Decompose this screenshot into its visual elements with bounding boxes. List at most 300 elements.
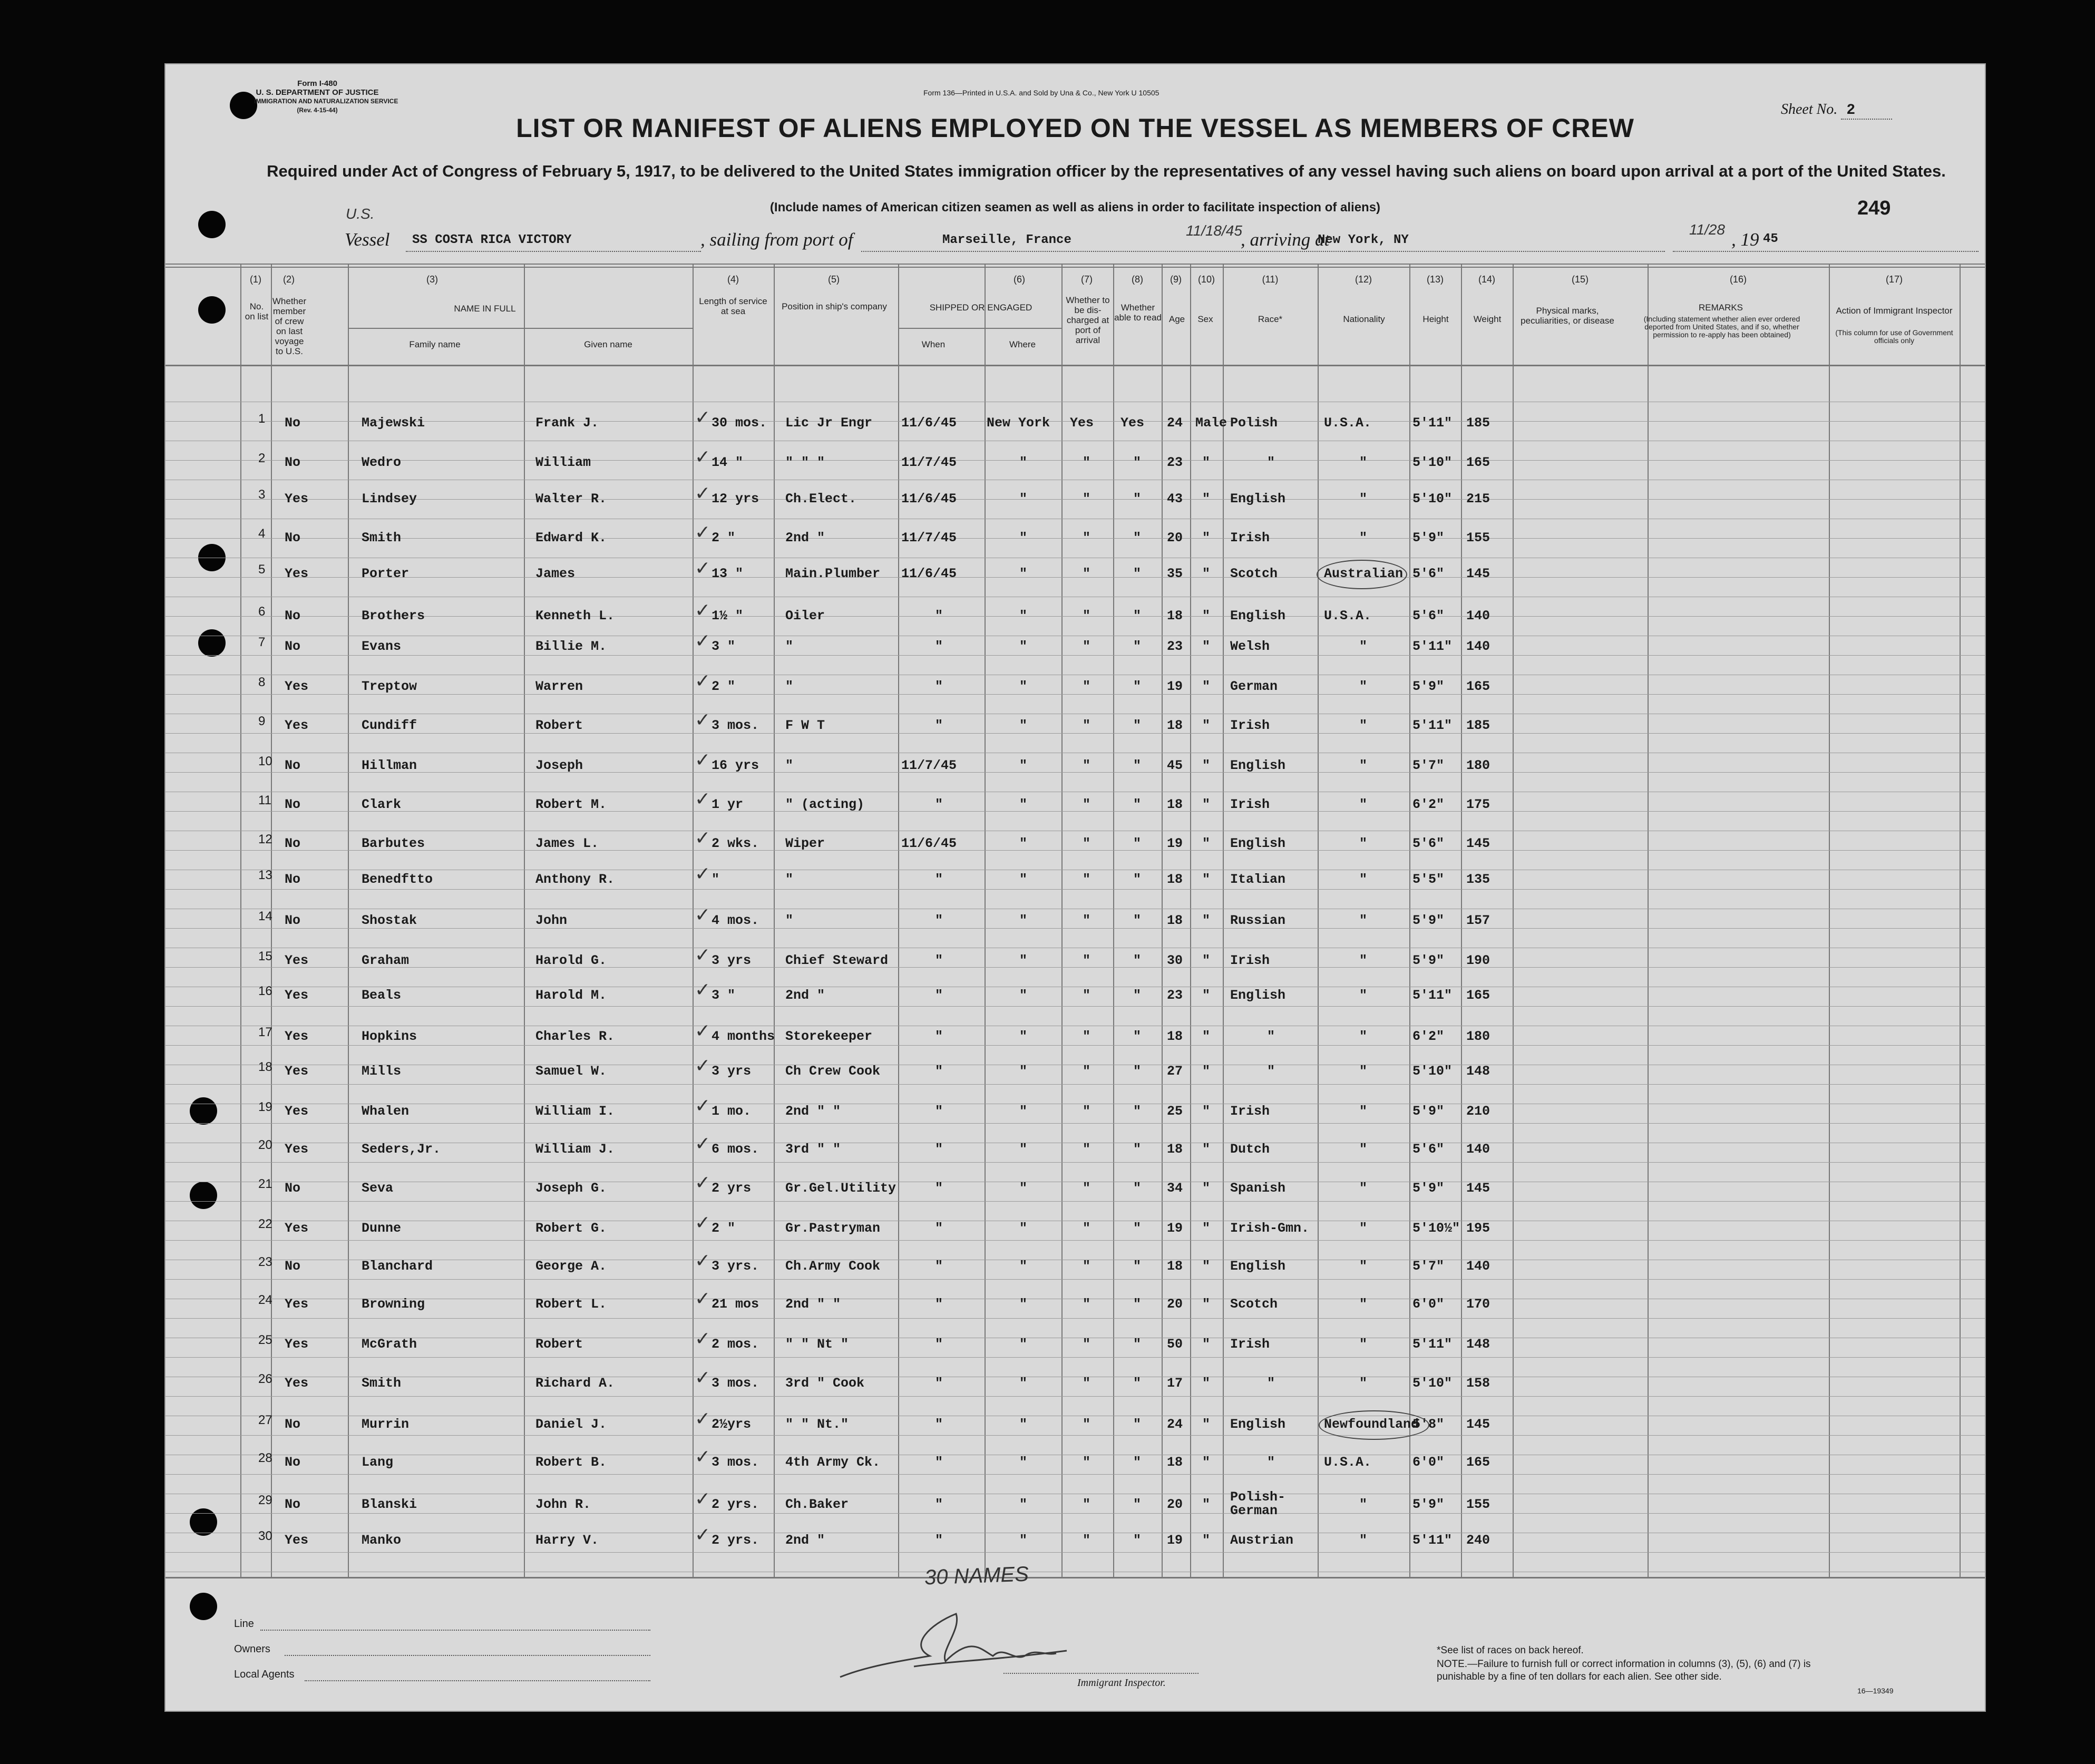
discharged-cell: " xyxy=(1083,608,1091,623)
crew-member-cell: No xyxy=(285,530,301,545)
weight-cell: 175 xyxy=(1466,797,1490,812)
family-name-cell: Majewski xyxy=(362,415,425,431)
shipped-when-cell: " xyxy=(935,608,943,623)
ruled-line xyxy=(165,499,1985,500)
list-number: 30 xyxy=(258,1529,272,1543)
height-cell: 5'6" xyxy=(1412,566,1445,581)
column-number: (7) xyxy=(1081,274,1093,285)
sex-cell: " xyxy=(1202,1417,1211,1432)
ruled-line xyxy=(165,733,1985,734)
nationality-cell: " xyxy=(1359,1259,1368,1274)
family-name-cell: Lindsey xyxy=(362,491,417,506)
sex-cell: " xyxy=(1202,455,1211,470)
crew-member-cell: Yes xyxy=(285,1104,309,1119)
age-cell: 18 xyxy=(1167,1142,1183,1157)
crew-member-cell: No xyxy=(285,608,301,623)
race-cell: " xyxy=(1267,1064,1275,1079)
weight-cell: 165 xyxy=(1466,455,1490,470)
height-cell: 5'5" xyxy=(1412,872,1445,887)
column-number: (1) xyxy=(250,274,261,285)
crew-member-cell: Yes xyxy=(285,1337,309,1352)
crew-member-cell: Yes xyxy=(285,1064,309,1079)
nationality-cell: " xyxy=(1359,988,1368,1003)
shipped-when-cell: " xyxy=(935,1142,943,1157)
table-rule xyxy=(165,267,1985,268)
height-cell: 5'6" xyxy=(1412,836,1445,851)
check-mark-icon: ✓ xyxy=(695,1288,711,1310)
given-name-cell: Walter R. xyxy=(535,491,607,506)
check-mark-icon: ✓ xyxy=(695,483,711,504)
able-to-read-cell: " xyxy=(1133,1142,1142,1157)
family-name-cell: Browning xyxy=(362,1297,425,1312)
race-cell: Russian xyxy=(1230,913,1286,928)
list-number: 29 xyxy=(258,1493,272,1507)
position-cell: " (acting) xyxy=(785,797,865,812)
given-name-cell: Harry V. xyxy=(535,1533,599,1548)
sex-cell: " xyxy=(1202,797,1211,812)
race-cell: Irish xyxy=(1230,797,1270,812)
age-cell: 23 xyxy=(1167,639,1183,654)
shipped-where-cell: " xyxy=(1019,1259,1028,1274)
service-length-cell: 2 " xyxy=(712,530,736,545)
family-name-cell: Blanchard xyxy=(362,1259,433,1274)
given-name-cell: Charles R. xyxy=(535,1029,615,1044)
service-length-cell: 16 yrs xyxy=(712,758,759,773)
weight-cell: 145 xyxy=(1466,1181,1490,1196)
nationality-cell: " xyxy=(1359,1029,1368,1044)
weight-cell: 135 xyxy=(1466,872,1490,887)
column-number: (9) xyxy=(1170,274,1182,285)
revision-date: (Rev. 4-15-44) xyxy=(297,106,338,114)
shipped-when-cell: 11/6/45 xyxy=(901,415,957,431)
race-cell: Spanish xyxy=(1230,1181,1286,1196)
age-cell: 34 xyxy=(1167,1181,1183,1196)
able-to-read-cell: " xyxy=(1133,718,1142,733)
weight-cell: 195 xyxy=(1466,1221,1490,1236)
header-height: Height xyxy=(1422,314,1449,324)
nationality-cell: " xyxy=(1359,679,1368,694)
given-name-cell: Edward K. xyxy=(535,530,607,545)
position-cell: Wiper xyxy=(785,836,825,851)
sex-cell: " xyxy=(1202,1497,1211,1512)
race-cell: " xyxy=(1267,1376,1275,1391)
position-cell: " " " xyxy=(785,455,825,470)
shipped-when-cell: 11/6/45 xyxy=(901,491,957,506)
age-cell: 24 xyxy=(1167,1417,1183,1432)
weight-cell: 180 xyxy=(1466,758,1490,773)
service-length-cell: 1 mo. xyxy=(712,1104,752,1119)
discharged-cell: " xyxy=(1083,758,1091,773)
family-name-cell: Shostak xyxy=(362,913,417,928)
service-length-cell: 2 yrs. xyxy=(712,1497,759,1512)
service-length-cell: 14 " xyxy=(712,455,744,470)
able-to-read-cell: " xyxy=(1133,1181,1142,1196)
sex-cell: " xyxy=(1202,1337,1211,1352)
shipped-where-cell: " xyxy=(1019,530,1028,545)
race-cell: Polish-German xyxy=(1230,1489,1286,1518)
able-to-read-cell: " xyxy=(1133,836,1142,851)
nationality-cell: " xyxy=(1359,639,1368,654)
given-name-cell: Kenneth L. xyxy=(535,608,615,623)
sex-cell: " xyxy=(1202,1181,1211,1196)
family-name-cell: Wedro xyxy=(362,455,402,470)
position-cell: 2nd " xyxy=(785,1533,825,1548)
service-length-cell: 2 wks. xyxy=(712,836,759,851)
discharged-cell: " xyxy=(1083,1221,1091,1236)
age-cell: 18 xyxy=(1167,797,1183,812)
race-cell: Irish xyxy=(1230,530,1270,545)
age-cell: 20 xyxy=(1167,530,1183,545)
race-cell: German xyxy=(1230,679,1278,694)
family-name-cell: Clark xyxy=(362,797,402,812)
discharged-cell: " xyxy=(1083,679,1091,694)
height-cell: 6'2" xyxy=(1412,1029,1445,1044)
nationality-cell: U.S.A. xyxy=(1324,415,1372,431)
age-cell: 23 xyxy=(1167,988,1183,1003)
sex-cell: " xyxy=(1202,639,1211,654)
given-name-cell: Warren xyxy=(535,679,583,694)
sailing-date-handwritten: 11/18/45 xyxy=(1186,222,1242,239)
stamped-number: 249 xyxy=(1857,197,1891,219)
arriving-label: , arriving at xyxy=(1241,229,1330,250)
service-length-cell: 3 " xyxy=(712,639,736,654)
race-cell: English xyxy=(1230,491,1286,506)
age-cell: 19 xyxy=(1167,679,1183,694)
height-cell: 5'11" xyxy=(1412,718,1453,733)
family-name-cell: McGrath xyxy=(362,1337,417,1352)
sex-cell: Male xyxy=(1195,415,1227,431)
race-cell: " xyxy=(1267,455,1275,470)
crew-member-cell: Yes xyxy=(285,953,309,968)
race-cell: Italian xyxy=(1230,872,1286,887)
shipped-where-cell: " xyxy=(1019,491,1028,506)
family-name-cell: Blanski xyxy=(362,1497,417,1512)
column-number: (2) xyxy=(283,274,295,285)
race-cell: " xyxy=(1267,1029,1275,1044)
nationality-cell: " xyxy=(1359,1337,1368,1352)
list-number: 12 xyxy=(258,832,272,846)
shipped-when-cell: " xyxy=(935,1376,943,1391)
race-cell: English xyxy=(1230,836,1286,851)
age-cell: 19 xyxy=(1167,836,1183,851)
shipped-where-cell: " xyxy=(1019,872,1028,887)
ruled-line xyxy=(165,772,1985,773)
crew-member-cell: No xyxy=(285,872,301,887)
shipped-when-cell: " xyxy=(935,1417,943,1432)
shipped-when-cell: " xyxy=(935,953,943,968)
family-name-cell: Treptow xyxy=(362,679,417,694)
family-name-cell: Evans xyxy=(362,639,402,654)
service-length-cell: 3 " xyxy=(712,988,736,1003)
service-length-cell: 2 yrs xyxy=(712,1181,752,1196)
age-cell: 20 xyxy=(1167,1297,1183,1312)
nationality-cell: " xyxy=(1359,1181,1368,1196)
ruled-line xyxy=(165,538,1985,539)
discharged-cell: " xyxy=(1083,1104,1091,1119)
weight-cell: 155 xyxy=(1466,1497,1490,1512)
service-length-cell: 2½yrs xyxy=(712,1417,752,1432)
check-mark-icon: ✓ xyxy=(695,863,711,885)
service-length-cell: 2 yrs. xyxy=(712,1533,759,1548)
service-length-cell: 30 mos. xyxy=(712,415,767,431)
ruled-line xyxy=(165,928,1985,929)
crew-member-cell: No xyxy=(285,758,301,773)
height-cell: 5'6" xyxy=(1412,1142,1445,1157)
crew-member-cell: Yes xyxy=(285,1221,309,1236)
family-name-cell: Cundiff xyxy=(362,718,417,733)
able-to-read-cell: " xyxy=(1133,1104,1142,1119)
race-cell: Polish xyxy=(1230,415,1278,431)
shipped-where-cell: " xyxy=(1019,1104,1028,1119)
list-number: 23 xyxy=(258,1255,272,1269)
height-cell: 5'9" xyxy=(1412,953,1445,968)
given-name-cell: Anthony R. xyxy=(535,872,615,887)
nationality-cell: Newfoundland xyxy=(1324,1417,1419,1432)
sex-cell: " xyxy=(1202,1455,1211,1470)
list-number: 27 xyxy=(258,1413,272,1427)
height-cell: 5'11" xyxy=(1412,1337,1453,1352)
position-cell: Ch.Army Cook xyxy=(785,1259,881,1274)
position-cell: Gr.Pastryman xyxy=(785,1221,881,1236)
given-name-cell: Joseph xyxy=(535,758,583,773)
list-number: 19 xyxy=(258,1100,272,1114)
check-mark-icon: ✓ xyxy=(695,558,711,579)
discharged-cell: " xyxy=(1083,1497,1091,1512)
check-mark-icon: ✓ xyxy=(695,1250,711,1272)
shipped-when-cell: 11/7/45 xyxy=(901,455,957,470)
able-to-read-cell: " xyxy=(1133,1417,1142,1432)
shipped-where-cell: " xyxy=(1019,913,1028,928)
ruled-line xyxy=(165,1279,1985,1280)
check-mark-icon: ✓ xyxy=(695,1095,711,1117)
list-number: 8 xyxy=(258,675,266,689)
race-cell: English xyxy=(1230,1417,1286,1432)
shipped-when-cell: 11/7/45 xyxy=(901,758,957,773)
height-cell: 6'0" xyxy=(1412,1297,1445,1312)
column-number: (8) xyxy=(1132,274,1143,285)
sex-cell: " xyxy=(1202,1221,1211,1236)
age-cell: 45 xyxy=(1167,758,1183,773)
nationality-cell: " xyxy=(1359,836,1368,851)
given-name-cell: George A. xyxy=(535,1259,607,1274)
shipped-when-cell: " xyxy=(935,797,943,812)
height-cell: 5'11" xyxy=(1412,988,1453,1003)
ruled-line xyxy=(165,811,1985,812)
given-name-cell: Daniel J. xyxy=(535,1417,607,1432)
given-name-cell: William J. xyxy=(535,1142,615,1157)
family-name-cell: Hopkins xyxy=(362,1029,417,1044)
list-number: 17 xyxy=(258,1025,272,1039)
weight-cell: 158 xyxy=(1466,1376,1490,1391)
height-cell: 5'7" xyxy=(1412,1259,1445,1274)
sheet-label: Sheet No. xyxy=(1781,101,1838,118)
weight-cell: 210 xyxy=(1466,1104,1490,1119)
crew-member-cell: Yes xyxy=(285,1142,309,1157)
service-length-cell: 4 months xyxy=(712,1029,775,1044)
able-to-read-cell: " xyxy=(1133,530,1142,545)
header-race: Race* xyxy=(1258,314,1283,324)
sailing-label: , sailing from port of xyxy=(700,229,853,250)
check-mark-icon: ✓ xyxy=(695,1020,711,1042)
discharged-cell: " xyxy=(1083,491,1091,506)
shipped-when-cell: " xyxy=(935,718,943,733)
column-number: (16) xyxy=(1729,274,1747,285)
name-count-handwritten: 30 NAMES xyxy=(924,1562,1029,1590)
check-mark-icon: ✓ xyxy=(695,1446,711,1468)
position-cell: Gr.Gel.Utility xyxy=(785,1181,897,1196)
given-name-cell: James xyxy=(535,566,576,581)
sex-cell: " xyxy=(1202,491,1211,506)
check-mark-icon: ✓ xyxy=(695,522,711,543)
header-inspector-action: Action of Immigrant Inspector xyxy=(1836,306,1953,316)
service-length-cell: 12 yrs xyxy=(712,491,759,506)
weight-cell: 145 xyxy=(1466,1417,1490,1432)
ruled-line xyxy=(165,1084,1985,1085)
list-number: 4 xyxy=(258,527,266,541)
position-cell: Oiler xyxy=(785,608,825,623)
crew-member-cell: No xyxy=(285,1497,301,1512)
weight-cell: 148 xyxy=(1466,1064,1490,1079)
shipped-where-cell: " xyxy=(1019,1376,1028,1391)
race-cell: Irish xyxy=(1230,718,1270,733)
shipped-when-cell: 11/6/45 xyxy=(901,566,957,581)
height-cell: 5'10" xyxy=(1412,491,1453,506)
sex-cell: " xyxy=(1202,1297,1211,1312)
age-cell: 30 xyxy=(1167,953,1183,968)
weight-cell: 140 xyxy=(1466,639,1490,654)
service-length-cell: 2 mos. xyxy=(712,1337,759,1352)
crew-member-cell: Yes xyxy=(285,491,309,506)
position-cell: " " Nt " xyxy=(785,1337,849,1352)
crew-member-cell: No xyxy=(285,1181,301,1196)
form-number: Form I-480 xyxy=(297,79,337,88)
table-rule xyxy=(898,328,1061,329)
shipped-where-cell: " xyxy=(1019,797,1028,812)
nationality-cell: " xyxy=(1359,758,1368,773)
given-name-cell: Harold M. xyxy=(535,988,607,1003)
table-rule xyxy=(165,264,1985,265)
discharged-cell: " xyxy=(1083,1064,1091,1079)
shipped-when-cell: " xyxy=(935,1297,943,1312)
height-cell: 5'10" xyxy=(1412,1376,1453,1391)
shipped-when-cell: " xyxy=(935,1104,943,1119)
crew-member-cell: Yes xyxy=(285,1376,309,1391)
column-number: (11) xyxy=(1262,274,1279,285)
able-to-read-cell: " xyxy=(1133,913,1142,928)
ruled-line xyxy=(165,967,1985,968)
ruled-line xyxy=(165,1162,1985,1163)
ruled-line xyxy=(165,460,1985,461)
shipped-where-cell: " xyxy=(1019,1337,1028,1352)
ruled-line xyxy=(165,1474,1985,1475)
service-length-cell: " xyxy=(712,872,720,887)
race-cell: English xyxy=(1230,1259,1286,1274)
crew-member-cell: No xyxy=(285,1259,301,1274)
header-name-in-full: NAME IN FULL xyxy=(454,304,516,314)
service-length-cell: 3 mos. xyxy=(712,718,759,733)
footer-agents-label: Local Agents xyxy=(234,1669,295,1680)
shipped-where-cell: " xyxy=(1019,836,1028,851)
check-mark-icon: ✓ xyxy=(695,1488,711,1510)
penalty-note xyxy=(1437,1658,1837,1683)
crew-member-cell: No xyxy=(285,913,301,928)
shipped-where-cell: " xyxy=(1019,988,1028,1003)
weight-cell: 185 xyxy=(1466,718,1490,733)
discharged-cell: " xyxy=(1083,1142,1091,1157)
age-cell: 24 xyxy=(1167,415,1183,431)
nationality-cell: U.S.A. xyxy=(1324,1455,1372,1470)
nationality-cell: " xyxy=(1359,530,1368,545)
check-mark-icon: ✓ xyxy=(695,1328,711,1350)
year-prefix: , 19 xyxy=(1731,229,1759,250)
page-subtitle: Required under Act of Congress of February 5, 1917, to be delivered to the United States immigration officer by the representatives of any vessel having such aliens on board upon arrival at a port of the United States. xyxy=(267,162,1946,180)
able-to-read-cell: " xyxy=(1133,1497,1142,1512)
service-length-cell: 3 mos. xyxy=(712,1376,759,1391)
able-to-read-cell: " xyxy=(1133,872,1142,887)
height-cell: 5'8" xyxy=(1412,1417,1445,1432)
inspector-label: Immigrant Inspector. xyxy=(1077,1677,1166,1689)
vessel-name: SS COSTA RICA VICTORY xyxy=(412,233,572,247)
discharged-cell: " xyxy=(1083,836,1091,851)
crew-member-cell: No xyxy=(285,455,301,470)
position-cell: " xyxy=(785,872,794,887)
age-cell: 18 xyxy=(1167,1455,1183,1470)
discharged-cell: " xyxy=(1083,1533,1091,1548)
header-remarks-note: (Including statement whether alien ever ordered deported from United States, and if so, whether permission to re-apply has been obtained) xyxy=(1643,315,1800,339)
race-cell: " xyxy=(1267,1455,1275,1470)
check-mark-icon: ✓ xyxy=(695,1524,711,1546)
arrival-date-handwritten: 11/28 xyxy=(1689,221,1725,238)
shipped-when-cell: 11/7/45 xyxy=(901,530,957,545)
column-number: (10) xyxy=(1197,274,1215,285)
service-length-cell: 4 mos. xyxy=(712,913,759,928)
column-number: (14) xyxy=(1478,274,1495,285)
position-cell: " xyxy=(785,913,794,928)
shipped-when-cell: 11/6/45 xyxy=(901,836,957,851)
crew-member-cell: Yes xyxy=(285,1029,309,1044)
position-cell: F W T xyxy=(785,718,825,733)
able-to-read-cell: " xyxy=(1133,491,1142,506)
sex-cell: " xyxy=(1202,530,1211,545)
able-to-read-cell: " xyxy=(1133,1337,1142,1352)
header-list-number: No. on list xyxy=(245,301,269,321)
family-name-cell: Porter xyxy=(362,566,410,581)
column-number: (17) xyxy=(1885,274,1903,285)
service-length-cell: 3 mos. xyxy=(712,1455,759,1470)
weight-cell: 170 xyxy=(1466,1297,1490,1312)
age-cell: 27 xyxy=(1167,1064,1183,1079)
age-cell: 20 xyxy=(1167,1497,1183,1512)
able-to-read-cell: " xyxy=(1133,988,1142,1003)
given-name-cell: Robert B. xyxy=(535,1455,607,1470)
binder-hole xyxy=(198,629,226,657)
vessel-label: Vessel xyxy=(345,229,390,250)
position-cell: Chief Steward xyxy=(785,953,889,968)
able-to-read-cell: " xyxy=(1133,797,1142,812)
ruled-line xyxy=(165,1396,1985,1397)
height-cell: 5'9" xyxy=(1412,679,1445,694)
age-cell: 17 xyxy=(1167,1376,1183,1391)
shipped-when-cell: " xyxy=(935,1337,943,1352)
nationality-cell: Australian xyxy=(1324,566,1404,581)
list-number: 3 xyxy=(258,488,266,502)
binder-hole xyxy=(190,1182,217,1209)
discharged-cell: " xyxy=(1083,1297,1091,1312)
discharged-cell: " xyxy=(1083,913,1091,928)
service-length-cell: 13 " xyxy=(712,566,744,581)
sex-cell: " xyxy=(1202,1104,1211,1119)
note-label: NOTE. xyxy=(1437,1659,1468,1670)
